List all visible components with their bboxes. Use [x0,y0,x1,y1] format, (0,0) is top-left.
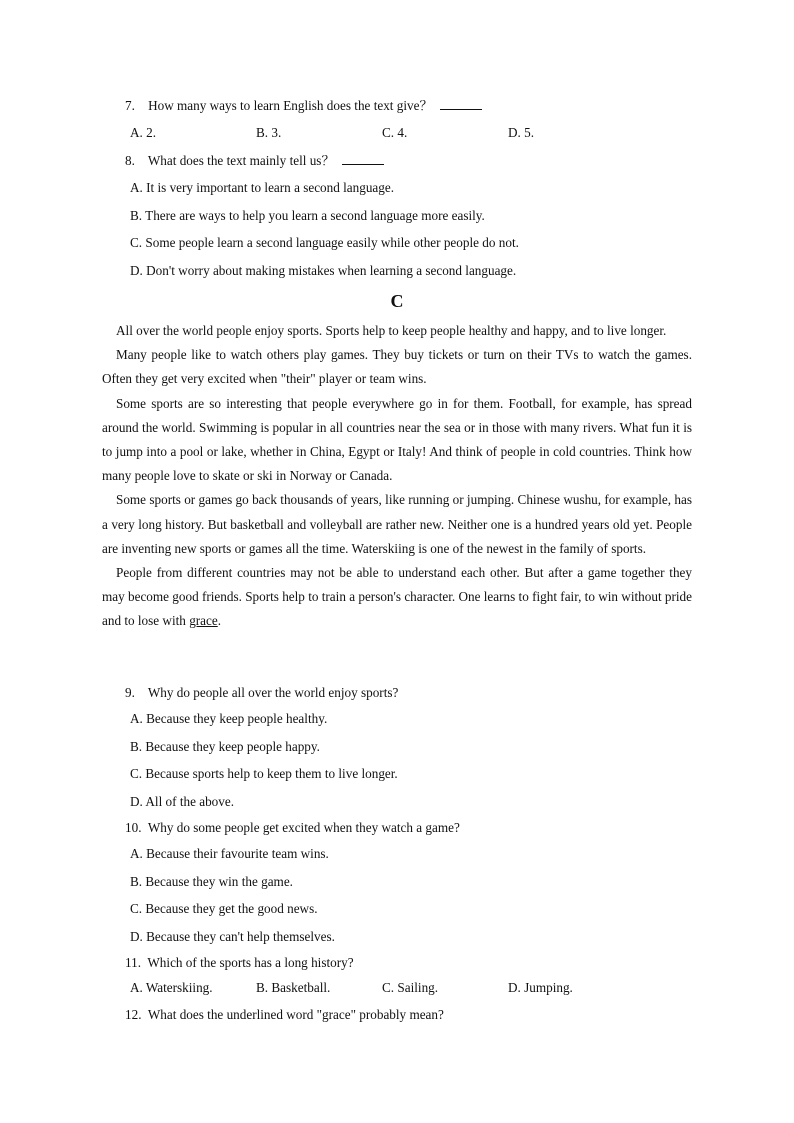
question-7 [125,97,482,114]
question-text: What does the underlined word "grace" probably mean? [147,1007,444,1022]
question-12 [125,1007,444,1023]
answer-blank [440,97,482,110]
paragraph-4: Some sports or games go back thousands of years, like running or jumping. Chinese wushu, for example, has a very long history. But basketball and volleyball are rather new. Neither one is a hundred years old yet. People are inventing new sports or games all the time. Waterskiing is one of the newest in the family of sports. [102,492,692,556]
question-number: 10. [125,820,142,835]
question-9 [125,685,398,701]
option-a: A. Waterskiing. [130,980,213,995]
paragraph-5-end: . [217,613,222,629]
paragraph-5-text: People from different countries may not be able to understand each other. But after a game together they may become good friends. Sports help to train a person's character. One learns to fight fair, to win without pride and to lose with [102,565,692,629]
option-b: B. 3. [256,125,282,140]
answer-blank [342,152,384,165]
option-c: C. 4. [382,125,408,140]
paragraph-1: All over the world people enjoy sports. Sports help to keep people healthy and happy, and to live longer. [116,323,667,338]
paragraph-5 [102,561,692,634]
underlined-word: grace [189,613,218,629]
paragraph-3: Some sports are so interesting that people everywhere go in for them. Football, for example, has spread around the world. Swimming is popular in all countries near the sea or in those with many rivers. What fun it is to jump into a pool or lake, whether in China, Egypt or Italy! And think of people in cold countries. Think how many people love to skate or ski in Norway or Canada. [102,395,692,484]
option-d: D. 5. [508,125,535,140]
question-11 [125,955,354,971]
option-d: D. Don't worry about making mistakes when learning a second language. [130,263,517,278]
question-number: 7. [125,98,135,113]
option-a: A. Because they keep people healthy. [130,711,328,726]
option-d: D. All of the above. [130,794,235,809]
question-number: 12. [125,1007,142,1022]
option-b: B. There are ways to help you learn a second language more easily. [130,208,485,223]
question-text: How many ways to learn English does the text give？ [148,98,433,113]
question-text: Why do some people get excited when they watch a game? [147,820,460,835]
option-b: B. Basketball. [256,980,331,995]
option-c: C. Some people learn a second language easily while other people do not. [130,235,519,250]
question-8 [125,152,384,169]
question-10 [125,820,460,836]
paragraph-2: Many people like to watch others play games. They buy tickets or turn on their TVs to watch the games. Often they get very excited when "their" player or team wins. [102,347,692,387]
question-text: Why do people all over the world enjoy sports? [147,685,399,700]
question-number: 11. [125,955,141,970]
question-number: 9. [125,685,135,700]
question-text: Which of the sports has a long history? [147,955,354,970]
option-c: C. Because they get the good news. [130,901,318,916]
option-a: A. 2. [130,125,157,140]
option-d: D. Because they can't help themselves. [130,929,335,944]
reading-passage [102,319,692,634]
question-number: 8. [125,153,135,168]
section-title: C [390,291,404,311]
option-a: A. Because their favourite team wins. [130,846,329,861]
option-d: D. Jumping. [508,980,573,995]
option-c: C. Because sports help to keep them to live longer. [130,766,398,781]
option-b: B. Because they win the game. [130,874,293,889]
question-text: What does the text mainly tell us？ [147,153,335,168]
option-b: B. Because they keep people happy. [130,739,320,754]
option-c: C. Sailing. [382,980,439,995]
option-a: A. It is very important to learn a second language. [130,180,395,195]
